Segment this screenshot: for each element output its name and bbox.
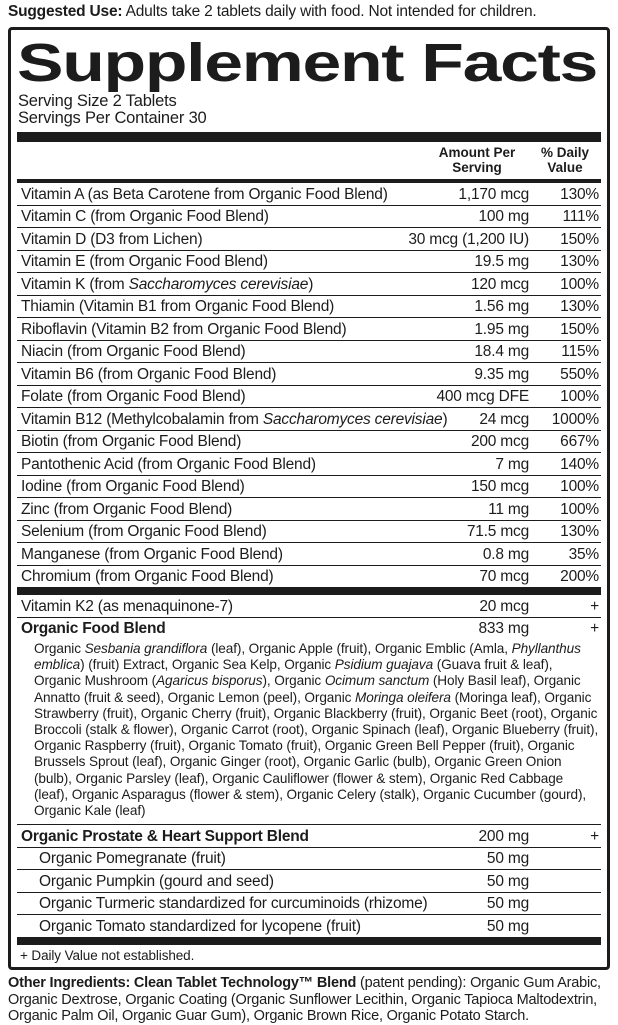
amount-value: 50 mg bbox=[486, 917, 529, 935]
table-row bbox=[17, 824, 601, 847]
table-row bbox=[17, 183, 601, 205]
table-row bbox=[17, 295, 601, 318]
daily-value: 100% bbox=[560, 478, 599, 496]
table-row bbox=[17, 430, 601, 453]
nutrient-name bbox=[17, 231, 408, 248]
table-row bbox=[17, 362, 601, 385]
panel-title bbox=[17, 33, 601, 93]
table-row bbox=[17, 340, 601, 363]
text-segment: Organic Turmeric standardized for curcuminoids (rhizome) bbox=[39, 895, 428, 913]
daily-value: 140% bbox=[560, 455, 599, 473]
text-segment: Vitamin B12 (Methylcobalamin from bbox=[21, 410, 263, 428]
text-segment: Moringa oleifera bbox=[355, 689, 451, 705]
blend-summary-rows bbox=[17, 595, 601, 639]
amount-value: 100 mg bbox=[478, 208, 529, 226]
text-segment: (leaf), Organic Apple (fruit), Organic Emblic (Amla, bbox=[207, 641, 512, 657]
daily-value: 130% bbox=[560, 185, 599, 203]
amount-value: 200 mcg bbox=[470, 433, 529, 451]
amount-value: 1.56 mg bbox=[474, 298, 529, 316]
nutrient-name bbox=[17, 186, 458, 203]
nutrient-name bbox=[17, 456, 495, 473]
table-row bbox=[17, 452, 601, 475]
amount-value: 11 mg bbox=[488, 500, 529, 518]
daily-value: 200% bbox=[560, 568, 599, 586]
amount-value: 30 mcg (1,200 IU) bbox=[408, 230, 529, 248]
text-segment: Chromium (from Organic Food Blend) bbox=[21, 568, 274, 586]
daily-value: 667% bbox=[560, 433, 599, 451]
text-segment: (Guava fruit & leaf), Organic Mushroom ( bbox=[34, 657, 553, 689]
daily-value: 150% bbox=[560, 230, 599, 248]
food-blend-ingredients bbox=[17, 639, 601, 824]
divider-thick-top bbox=[17, 132, 601, 142]
text-segment: Organic bbox=[34, 641, 85, 657]
daily-value-header: % Daily Value bbox=[540, 144, 590, 175]
amount-per-serving-header: Amount Per Serving bbox=[438, 144, 516, 175]
amount-value: 18.4 mg bbox=[474, 343, 529, 361]
text-segment: Pantothenic Acid (from Organic Food Blend) bbox=[21, 455, 316, 473]
nutrient-name bbox=[17, 433, 471, 450]
daily-value: 111% bbox=[562, 208, 599, 226]
daily-value: 100% bbox=[560, 275, 599, 293]
nutrient-name bbox=[17, 388, 436, 405]
daily-value: 100% bbox=[560, 500, 599, 518]
nutrient-table bbox=[17, 183, 601, 587]
text-segment: Vitamin E (from Organic Food Blend) bbox=[21, 253, 268, 271]
table-row bbox=[17, 250, 601, 273]
amount-value: 0.8 mg bbox=[482, 545, 529, 563]
amount-value: 50 mg bbox=[486, 895, 529, 913]
daily-value: + bbox=[590, 827, 599, 845]
table-row bbox=[17, 565, 601, 588]
text-segment: Vitamin K2 (as menaquinone-7) bbox=[21, 597, 233, 615]
daily-value: 130% bbox=[560, 298, 599, 316]
daily-value: 35% bbox=[568, 545, 599, 563]
text-segment: Ocimum sanctum bbox=[324, 673, 430, 689]
amount-value: 24 mcg bbox=[479, 410, 529, 428]
table-row bbox=[17, 475, 601, 498]
daily-value: + bbox=[590, 597, 599, 615]
daily-value: 550% bbox=[560, 365, 599, 383]
nutrient-name bbox=[17, 850, 487, 867]
text-segment: Other Ingredients: Clean Tablet Technology™ Blend bbox=[8, 974, 357, 991]
text-segment: Biotin (from Organic Food Blend) bbox=[21, 433, 242, 451]
text-segment: Vitamin D (D3 from Lichen) bbox=[21, 230, 203, 248]
servings-per-container: Servings Per Container 30 bbox=[18, 109, 207, 128]
text-segment: Organic Food Blend bbox=[21, 620, 166, 638]
table-row bbox=[17, 407, 601, 430]
text-segment: Saccharomyces cerevisiae bbox=[262, 410, 443, 428]
nutrient-name bbox=[17, 366, 474, 383]
table-row bbox=[17, 617, 601, 640]
support-blend-table bbox=[17, 824, 601, 937]
supplement-facts-panel bbox=[8, 27, 610, 970]
suggested-use-text: Adults take 2 tablets daily with food. Not intended for children. bbox=[122, 3, 537, 20]
text-segment: Folate (from Organic Food Blend) bbox=[21, 388, 246, 406]
table-row bbox=[17, 869, 601, 892]
nutrient-name bbox=[17, 208, 479, 225]
suggested-use bbox=[8, 3, 610, 22]
daily-value: 115% bbox=[561, 343, 599, 361]
table-row bbox=[17, 317, 601, 340]
column-headers bbox=[17, 142, 601, 179]
text-segment: Phyllanthus emblica bbox=[34, 641, 581, 673]
text-segment: ) (fruit) Extract, Organic Sea Kelp, Organic bbox=[80, 657, 335, 673]
text-segment: Vitamin B6 (from Organic Food Blend) bbox=[21, 365, 277, 383]
amount-value: 70 mcg bbox=[479, 568, 529, 586]
daily-value: 1000% bbox=[551, 410, 599, 428]
nutrient-name bbox=[17, 411, 479, 428]
suggested-use-label: Suggested Use: bbox=[8, 3, 123, 20]
amount-value: 150 mcg bbox=[470, 478, 529, 496]
amount-value: 20 mcg bbox=[479, 597, 529, 615]
text-segment: Organic Pumpkin (gourd and seed) bbox=[39, 872, 274, 890]
amount-value: 50 mg bbox=[486, 850, 529, 868]
nutrient-name bbox=[17, 523, 467, 540]
nutrient-name bbox=[17, 478, 471, 495]
daily-value-footnote: + Daily Value not established. bbox=[20, 947, 195, 963]
amount-value: 9.35 mg bbox=[474, 365, 529, 383]
text-segment: (Holy Basil leaf), Organic Annatto (fruit & seed), Organic Lemon (peel), Organic bbox=[34, 673, 581, 705]
text-segment: ) bbox=[308, 275, 314, 293]
amount-value: 19.5 mg bbox=[474, 253, 529, 271]
text-segment: Riboflavin (Vitamin B2 from Organic Food Blend) bbox=[21, 320, 347, 338]
serving-size: Serving Size 2 Tablets bbox=[18, 91, 177, 110]
nutrient-name bbox=[17, 253, 474, 270]
nutrient-name bbox=[17, 828, 479, 845]
nutrient-name bbox=[17, 501, 488, 518]
amount-value: 1.95 mg bbox=[474, 320, 529, 338]
text-segment: Selenium (from Organic Food Blend) bbox=[21, 523, 267, 541]
amount-value: 833 mg bbox=[478, 620, 529, 638]
text-segment: Organic Tomato standardized for lycopene (fruit) bbox=[39, 917, 361, 935]
text-segment: Organic Pomegranate (fruit) bbox=[39, 850, 226, 868]
text-segment: Niacin (from Organic Food Blend) bbox=[21, 343, 246, 361]
amount-value: 200 mg bbox=[478, 827, 529, 845]
table-row bbox=[17, 497, 601, 520]
text-segment: Thiamin (Vitamin B1 from Organic Food Blend) bbox=[21, 298, 335, 316]
nutrient-name bbox=[17, 321, 474, 338]
panel-title-text: Supplement Facts bbox=[17, 32, 597, 93]
table-row bbox=[17, 385, 601, 408]
text-segment: ) bbox=[442, 410, 448, 428]
text-segment: Zinc (from Organic Food Blend) bbox=[21, 500, 233, 518]
table-row bbox=[17, 847, 601, 870]
table-row bbox=[17, 520, 601, 543]
daily-value: 130% bbox=[560, 253, 599, 271]
daily-value: 100% bbox=[560, 388, 599, 406]
amount-value: 120 mcg bbox=[470, 275, 529, 293]
nutrient-name bbox=[17, 568, 479, 585]
nutrient-name bbox=[17, 598, 479, 615]
table-row bbox=[17, 272, 601, 295]
text-segment: (patent pending): Organic Gum Arabic, Organic Dextrose, Organic Coating (Organic Sunflower Lecithin, Organic Tapioca Maltodextrin, Organic Palm Oil, Organic Guar Gum), Organic Brown Rice, Organic Potato Starch. bbox=[8, 974, 601, 1025]
text-segment: Vitamin C (from Organic Food Blend) bbox=[21, 208, 269, 226]
nutrient-name bbox=[17, 620, 479, 637]
text-segment: Manganese (from Organic Food Blend) bbox=[21, 545, 283, 563]
nutrient-name bbox=[17, 873, 487, 890]
nutrient-name bbox=[17, 343, 474, 360]
serving-info bbox=[18, 93, 601, 128]
table-row bbox=[17, 227, 601, 250]
text-segment: Agaricus bisporus bbox=[156, 673, 263, 689]
table-row bbox=[17, 595, 601, 617]
text-segment: ), Organic bbox=[262, 673, 325, 689]
daily-value: + bbox=[590, 620, 599, 638]
nutrient-name bbox=[17, 546, 483, 563]
divider-thick-bottom bbox=[17, 937, 601, 945]
text-segment: Saccharomyces cerevisiae bbox=[128, 275, 309, 293]
text-segment: Vitamin A (as Beta Carotene from Organic Food Blend) bbox=[21, 185, 388, 203]
table-row bbox=[17, 205, 601, 228]
table-row bbox=[17, 914, 601, 937]
amount-value: 71.5 mcg bbox=[466, 523, 529, 541]
table-row bbox=[17, 542, 601, 565]
table-row bbox=[17, 892, 601, 915]
daily-value: 130% bbox=[560, 523, 599, 541]
text-segment: (Moringa leaf), Organic Strawberry (fruit), Organic Cherry (fruit), Organic Blackberry (fruit), Organic Beet (root), Organic Broccoli (stalk & flower), Organic Carrot (root), Organic Spinach (leaf), Organic Blueberry (fruit), Organic Raspberry (fruit), Organic Tomato (fruit), Organic Green Bell Pepper (fruit), Organic Brussels Sprout (leaf), Organic Ginger (root), Organic Garlic (bulb), Organic Green Onion (bulb), Organic Parsley (leaf), Organic Cauliflower (flower & stem), Organic Red Cabbage (leaf), Organic Asparagus (flower & stem), Organic Celery (stalk), Organic Cucumber (gourd), Organic Kale (leaf) bbox=[34, 689, 599, 819]
other-ingredients bbox=[8, 975, 610, 1025]
amount-value: 1,170 mcg bbox=[458, 185, 529, 203]
amount-value: 7 mg bbox=[495, 455, 529, 473]
nutrient-name bbox=[17, 276, 471, 293]
text-segment: Iodine (from Organic Food Blend) bbox=[21, 478, 245, 496]
amount-value: 400 mcg DFE bbox=[436, 388, 529, 406]
amount-value: 50 mg bbox=[486, 872, 529, 890]
daily-value: 150% bbox=[560, 320, 599, 338]
text-segment: Organic Prostate & Heart Support Blend bbox=[21, 827, 309, 845]
nutrient-name bbox=[17, 298, 474, 315]
nutrient-name bbox=[17, 895, 487, 912]
text-segment: Vitamin K (from bbox=[21, 275, 129, 293]
text-segment: Sesbania grandiflora bbox=[84, 641, 208, 657]
text-segment: Psidium guajava bbox=[334, 657, 434, 673]
nutrient-name bbox=[17, 918, 487, 935]
divider-thick-middle bbox=[17, 587, 601, 595]
